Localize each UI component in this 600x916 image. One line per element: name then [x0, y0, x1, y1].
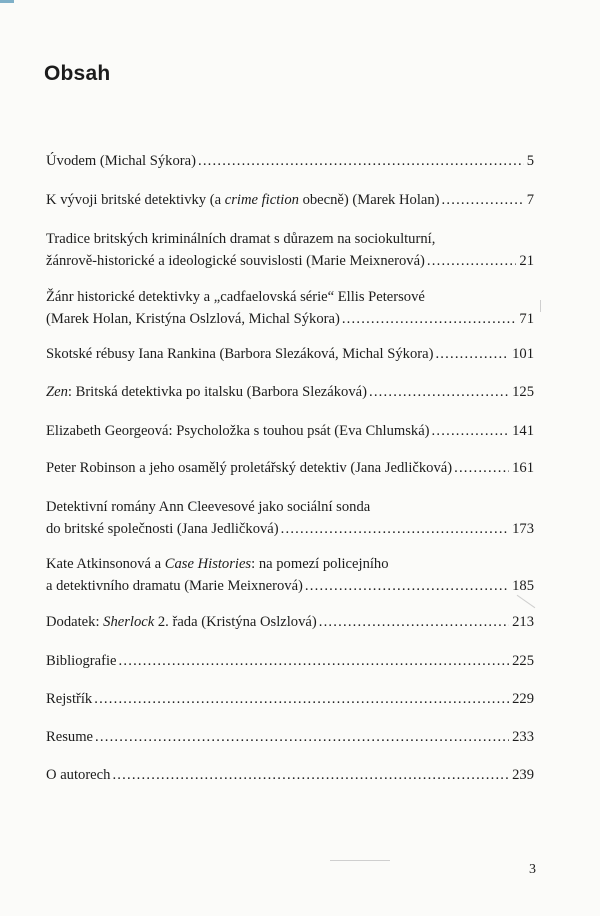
toc-entry[interactable] [46, 228, 534, 272]
toc-entry-page: 5 [526, 153, 534, 169]
dot-leader [319, 611, 509, 633]
dot-leader [435, 343, 509, 365]
dot-leader [342, 308, 517, 330]
toc-entry-row [46, 611, 534, 633]
toc-entry[interactable] [46, 189, 534, 211]
toc-entry-title-line: Tradice britských kriminálních dramat s důrazem na sociokulturní, [46, 231, 436, 247]
page-title: Obsah [44, 62, 111, 85]
toc-entry[interactable] [46, 496, 534, 540]
toc-entry-title: Úvodem (Michal Sýkora) [46, 153, 196, 169]
toc-entry-title: Skotské rébusy Iana Rankina (Barbora Slezáková, Michal Sýkora) [46, 346, 434, 362]
toc-entry-title-line: Kate Atkinsonová a Case Histories: na pomezí policejního [46, 556, 389, 572]
toc-entry[interactable] [46, 688, 534, 710]
dot-leader [95, 726, 509, 748]
toc-entry-row [46, 343, 534, 365]
toc-entry[interactable] [46, 457, 534, 479]
toc-entry-title: K vývoji britské detektivky (a crime fiction obecně) (Marek Holan) [46, 192, 440, 208]
corner-mark [0, 0, 14, 3]
dot-leader [432, 420, 510, 442]
toc-entry-title: Peter Robinson a jeho osamělý proletářský detektiv (Jana Jedličková) [46, 460, 453, 476]
toc-entry-row [46, 650, 534, 672]
toc-entry-title: a detektivního dramatu (Marie Meixnerová) [46, 578, 303, 594]
toc-entry-page: 21 [519, 253, 534, 269]
toc-entry[interactable] [46, 286, 534, 330]
toc-entry-row [46, 189, 534, 211]
toc-entry-title: žánrově-historické a ideologické souvislosti (Marie Meixnerová) [46, 253, 425, 269]
dot-leader [454, 457, 509, 479]
toc-entry-title-line: Detektivní romány Ann Cleevesové jako sociální sonda [46, 499, 371, 515]
dot-leader [369, 381, 509, 403]
toc-entry[interactable] [46, 553, 534, 597]
toc-entry-title: Rejstřík [46, 691, 93, 707]
toc-entry[interactable] [46, 650, 534, 672]
toc-entry-row [46, 150, 534, 172]
page-number: 3 [529, 862, 536, 877]
toc-entry[interactable] [46, 420, 534, 442]
toc-entry-title: Resume [46, 729, 94, 745]
toc-entry-title: Elizabeth Georgeová: Psycholožka s touhou psát (Eva Chlumská) [46, 423, 430, 439]
toc-entry-page: 101 [512, 346, 534, 362]
toc-entry-title: (Marek Holan, Kristýna Oslzlová, Michal Sýkora) [46, 311, 340, 327]
toc-entry-title-line: Žánr historické detektivky a „cadfaelovská série“ Ellis Petersové [46, 289, 425, 305]
toc-entry-page: 213 [512, 614, 534, 630]
toc-entry-title: Zen: Britská detektivka po italsku (Barbora Slezáková) [46, 384, 367, 400]
toc-entry[interactable] [46, 343, 534, 365]
toc-entry-title: O autorech [46, 767, 111, 783]
toc-entry-page: 229 [512, 691, 534, 707]
toc-entry[interactable] [46, 611, 534, 633]
scan-mark [330, 860, 390, 861]
toc-entry-page: 239 [512, 767, 534, 783]
toc-entry-row [46, 726, 534, 748]
dot-leader [281, 518, 509, 540]
toc-entry-row [46, 381, 534, 403]
toc-entry-title: Bibliografie [46, 653, 117, 669]
dot-leader [198, 150, 524, 172]
toc-entry-page: 71 [519, 311, 534, 327]
toc-entry[interactable] [46, 381, 534, 403]
toc-entry-row [46, 688, 534, 710]
toc-entry-row [46, 457, 534, 479]
dot-leader [442, 189, 524, 211]
toc-entry-row [46, 575, 534, 597]
scan-mark [540, 300, 541, 312]
dot-leader [427, 250, 516, 272]
toc-entry-page: 233 [512, 729, 534, 745]
toc-entry[interactable] [46, 764, 534, 786]
toc-entry-row [46, 250, 534, 272]
dot-leader [112, 764, 509, 786]
toc-entry-page: 7 [526, 192, 534, 208]
toc-entry-row [46, 420, 534, 442]
toc-entry-page: 125 [512, 384, 534, 400]
toc-entry-page: 141 [512, 423, 534, 439]
dot-leader [305, 575, 509, 597]
dot-leader [94, 688, 509, 710]
toc-entry-page: 173 [512, 521, 534, 537]
toc-entry-title: do britské společnosti (Jana Jedličková) [46, 521, 279, 537]
toc-entry-row [46, 764, 534, 786]
toc-entry-page: 161 [512, 460, 534, 476]
toc-entry-row [46, 518, 534, 540]
toc-entry[interactable] [46, 150, 534, 172]
dot-leader [119, 650, 510, 672]
toc-entry-row [46, 308, 534, 330]
toc-entry[interactable] [46, 726, 534, 748]
toc-entry-page: 185 [512, 578, 534, 594]
toc-entry-title: Dodatek: Sherlock 2. řada (Kristýna Oslzlová) [46, 614, 317, 630]
toc-entry-page: 225 [512, 653, 534, 669]
